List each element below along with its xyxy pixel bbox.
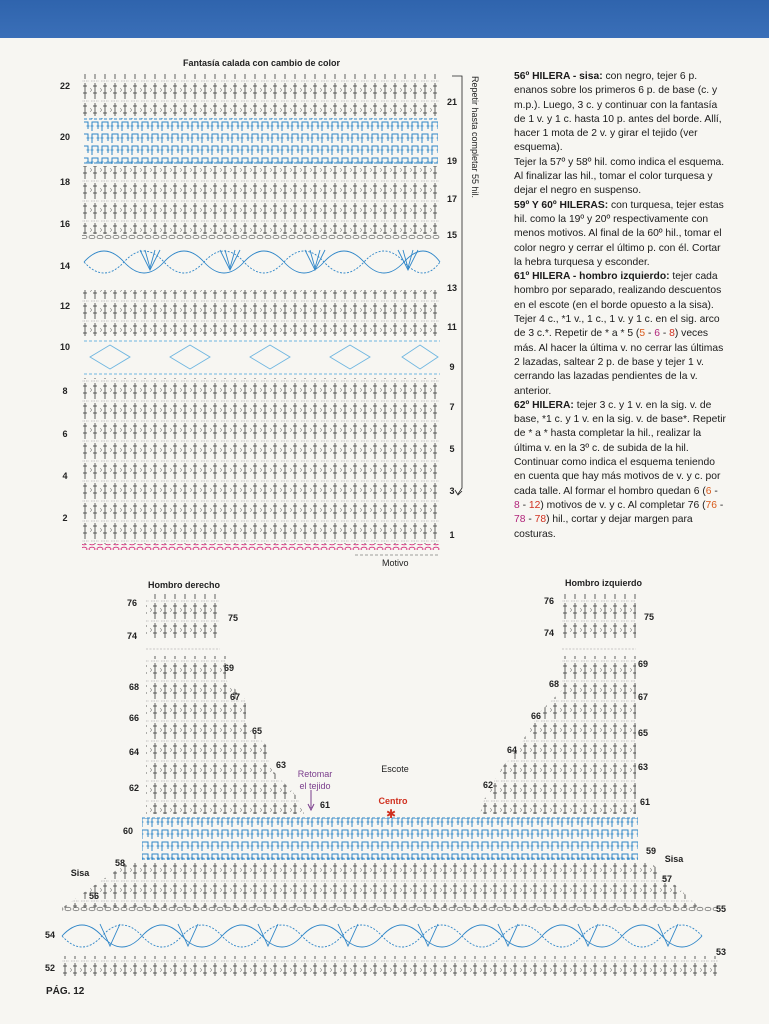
chart1-title: Fantasía calada con cambio de color: [183, 58, 341, 68]
page-number: PÁG. 12: [46, 986, 85, 997]
instruction-text: Tejer la 57º y 58º hil. como indica el esquema. Al finalizar las hil., tomar el color turquesa y dejar el negro en suspenso.: [514, 156, 725, 197]
row-label: 74: [126, 631, 138, 641]
resume-label: Retomar: [297, 769, 333, 779]
row-label: 62: [482, 780, 494, 790]
row-heading: 61º HILERA - hombro izquierdo:: [514, 271, 670, 283]
armhole-left-label: Sisa: [70, 868, 90, 878]
row-label: 69: [638, 659, 649, 669]
row-label: 21: [446, 97, 458, 107]
row-label: 11: [447, 322, 457, 332]
instruction-paragraph: 62º HILERA: tejer 3 c. y 1 v. en la sig. v. de base, *1 c. y 1 v. en la sig. v. de base*. Repetir de * a * hasta completar la hil., realizar la última v. en la 3º c. de subida de la hil. Continuar como indica el esquema teniendo en cuenta que hay más motivos de v. y c. por cada talle. Al formar el hombro quedan 6 (6 - 8 - 12) motivos de v. y c. Al completar 76 (76 - 78 - 78) hil., cortar y dejar margen para costuras.: [514, 399, 726, 540]
row-label: 7: [449, 402, 455, 412]
row-label: 56: [88, 891, 100, 901]
center-label: Centro: [378, 796, 408, 806]
fan-motif-row-14: [84, 250, 440, 273]
row-label: 8: [62, 386, 68, 396]
motif-label: Motivo: [382, 558, 409, 568]
row-label: 17: [446, 194, 458, 204]
row-label: 67: [230, 692, 241, 702]
instruction-text: Tejer 4 c., *1 v., 1 c., 1 v. y 1 c. en el sig. arco de 3 c.*. Repetir de * a * 5 (: [514, 314, 720, 340]
row-label: 6: [62, 429, 68, 439]
row-label: 68: [128, 682, 140, 692]
chart1-right-row-numbers: [447, 97, 457, 540]
size-value: 78: [534, 514, 547, 526]
row-label: 16: [59, 219, 71, 229]
size-value: 6: [654, 328, 660, 340]
size-value: 12: [528, 499, 541, 511]
row-label: 74: [543, 628, 555, 638]
instruction-text: ) hil., cortar y dejar margen para costuras.: [514, 514, 693, 540]
row-label: 12: [59, 301, 71, 311]
row-label: 66: [530, 711, 542, 721]
row-label: 67: [638, 692, 649, 702]
row-label: 9: [449, 362, 455, 372]
row-label: 64: [506, 745, 518, 755]
resume-label: el tejido: [299, 781, 331, 791]
repeat-note: Repetir hasta completar 55 hil.: [470, 76, 480, 199]
row-label: 69: [224, 663, 235, 673]
row-heading: 62º HILERA:: [514, 399, 574, 411]
row-label: 53: [716, 947, 727, 957]
row-label: 19: [446, 156, 458, 166]
instruction-text: tejer 3 c. y 1 v. en la sig. v. de base, *1 c. y 1 v. en la sig. v. de base*. Repetir de * a * hasta completar la hil., realizar la última v. en la 3º c. de subida de la hil. Continuar como indica el esquema teniendo en cuenta que hay más motivos de v. y c. por cada talle. Al formar el hombro quedan 6 (: [514, 399, 726, 497]
row-label: 59: [646, 846, 657, 856]
row-label: 66: [128, 713, 140, 723]
armhole-right-label: Sisa: [664, 854, 684, 864]
size-value: 8: [514, 499, 520, 511]
row-label: 5: [449, 444, 455, 454]
size-value: 78: [514, 514, 526, 526]
instruction-paragraph: [514, 270, 726, 313]
row-label: 1: [449, 530, 455, 540]
row-label: 57: [662, 874, 673, 884]
row-label: 13: [446, 283, 458, 293]
row-label: 63: [638, 762, 649, 772]
instruction-text: con turquesa, tejer estas hil. como la 19º y 20º respectivamente con menos motivos. Al final de la 60º hil., tomar el color negro y cerrar el último p. con él. Cortar la hebra turquesa y esconder.: [514, 199, 724, 268]
row-label: 60: [122, 826, 134, 836]
row-label: 58: [114, 858, 126, 868]
row-label: 75: [228, 613, 239, 623]
row-label: 62: [128, 783, 140, 793]
size-value: 76: [705, 499, 718, 511]
instruction-text: tejer cada hombro por separado, realizando descuentos en el escote (en el borde opuesto a la sisa).: [514, 271, 722, 311]
row-label: 54: [44, 930, 56, 940]
instruction-text: ) motivos de v. y c. Al completar 76 (: [540, 499, 706, 511]
instruction-text: ) veces más. Al hacer la última v. no cerrar las últimas 2 lazadas, saltear 2 p. de base y tejer 1 v. cerrando las lazadas pendientes de la v. anterior.: [514, 328, 724, 397]
size-value: 6: [705, 485, 712, 497]
row-label: 65: [638, 728, 649, 738]
row-heading: 56º HILERA - sisa:: [514, 71, 603, 82]
row-label: 2: [62, 513, 68, 523]
chart1-grid: [82, 74, 462, 555]
row-heading: 59º Y 60º HILERAS:: [514, 199, 609, 211]
row-label: 22: [59, 81, 71, 91]
row-label: 10: [59, 342, 71, 352]
size-value: 8: [669, 328, 675, 340]
row-label: 20: [59, 132, 71, 142]
chart1-left-row-numbers: [60, 81, 70, 523]
row-label: 14: [59, 261, 71, 271]
row-label: 75: [644, 612, 655, 622]
instruction-paragraph: [514, 70, 726, 156]
instruction-text: con negro, tejer 6 p. enanos sobre los primeros 6 p. de base (c. y m.p.). Luego, 3 c. y continuar con la fantasía de 1 v. y 1 c. hasta 10 p. antes del borde. Allí, hacer 1 mota de 2 v. y girar el tejido (ver esquema).: [514, 71, 722, 154]
instructions-column: [514, 70, 726, 542]
row-label: 68: [548, 679, 560, 689]
instruction-paragraph: Tejer 4 c., *1 v., 1 c., 1 v. y 1 c. en el sig. arco de 3 c.*. Repetir de * a * 5 (5 - 6 - 8) veces más. Al hacer la última v. no cerrar las últimas 2 lazadas, saltear 2 p. de base y tejer 1 v. cerrando las lazadas pendientes de la v. anterior.: [514, 314, 724, 397]
neck-label: Escote: [381, 764, 409, 774]
diamond-row-10: [84, 341, 440, 374]
row-label: 4: [62, 471, 68, 481]
row-label: 65: [252, 726, 263, 736]
instruction-paragraph: [514, 199, 726, 270]
row-label: 18: [59, 177, 71, 187]
row-label: 63: [276, 760, 287, 770]
right-shoulder-title: Hombro derecho: [148, 580, 221, 590]
fan-motif-row-54: [62, 924, 702, 947]
left-shoulder-title: Hombro izquierdo: [565, 578, 642, 588]
row-label: 76: [126, 598, 138, 608]
row-label: 61: [640, 797, 651, 807]
row-label: 61: [320, 800, 331, 810]
instruction-paragraph: [514, 156, 726, 199]
size-value: 5: [639, 328, 646, 340]
center-star-icon: ✱: [386, 807, 397, 821]
row-label: 64: [128, 747, 140, 757]
row-label: 55: [716, 904, 727, 914]
row-label: 52: [44, 963, 56, 973]
chart2-grid: [62, 594, 718, 976]
row-label: 76: [543, 596, 555, 606]
row-label: 3: [449, 486, 455, 496]
row-label: 15: [446, 230, 458, 240]
